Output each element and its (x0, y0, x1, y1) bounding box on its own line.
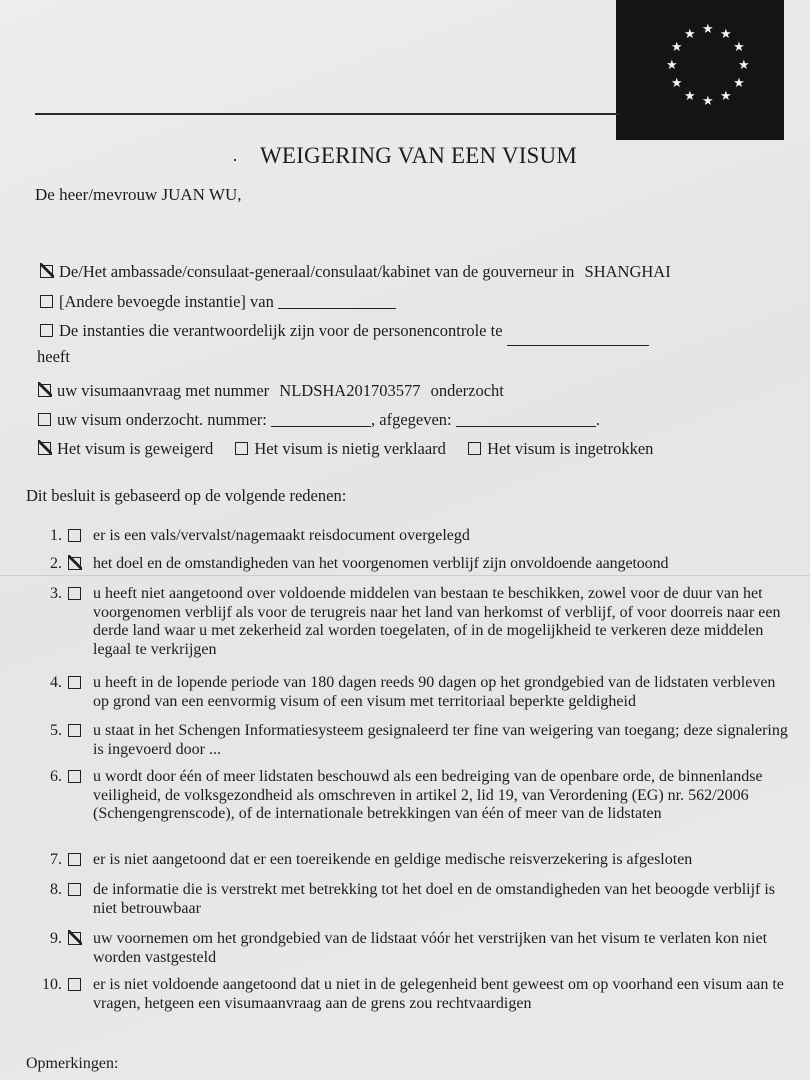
reason-checkbox[interactable] (68, 557, 81, 570)
reason-number: 8. (50, 881, 62, 898)
reason-text: het doel en de omstandigheden van het voorgenomen verblijf zijn onvoldoende aangetoond (93, 555, 669, 572)
addressee-name: JUAN WU (161, 185, 238, 204)
application-number: NLDSHA201703577 (279, 381, 421, 400)
reason-checkbox[interactable] (68, 932, 81, 945)
reason-checkbox[interactable] (68, 853, 81, 866)
star-icon: ★ (720, 89, 732, 105)
reason-number: 6. (50, 768, 62, 785)
issuer-option-other (40, 293, 396, 311)
border-control-blank (507, 345, 649, 346)
other-authority-blank (278, 308, 396, 309)
decision-line (38, 440, 653, 458)
reason-text: er is niet aangetoond dat er een toereikende en geldige medische reisverzekering is afgesloten (93, 851, 693, 868)
visa-issued-label: , afgegeven: (371, 410, 452, 429)
reason-text: u heeft niet aangetoond over voldoende middelen van bestaan te beschikken, zowel voor de duur van het voorgenomen verblijf als voor de terugreis naar het land van herkomst of verblijf, of voor doorreis naar een derde land waar u met zekerheid zal worden toegelaten, of in de mogelijkheid te verkeren deze middelen legaal te verkrijgen (93, 585, 781, 658)
star-icon: ★ (670, 76, 683, 91)
star-icon: ★ (684, 26, 696, 42)
reason-text: er is niet voldoende aangetoond dat u niet in de gelegenheid bent geweest om op voorhand een visum aan te vragen, hetgeen een visumaanvraag aan de grens zou rechtvaardigen (93, 976, 784, 1012)
revoked-checkbox[interactable] (468, 442, 481, 455)
reason-number: 1. (50, 527, 62, 544)
addressee-suffix: , (237, 185, 242, 204)
addressee-label: De heer/mevrouw (35, 185, 158, 204)
application-line (38, 382, 504, 400)
reason-checkbox[interactable] (68, 676, 81, 689)
reason-text: uw voornemen om het grondgebied van de lidstaat vóór het verstrijken van het visum te verlaten kon niet worden vastgesteld (93, 930, 768, 966)
paper-fold (0, 575, 810, 576)
reason-number: 5. (50, 722, 62, 739)
visa-examined-line (38, 411, 600, 429)
decision-revoked-label: Het visum is ingetrokken (487, 439, 654, 458)
reason-number: 9. (50, 930, 62, 947)
star-icon: ★ (702, 22, 714, 37)
remarks-label: Opmerkingen: (26, 1055, 119, 1072)
reasons-intro: Dit besluit is gebaseerd op de volgende redenen: (26, 486, 347, 505)
document-title: WEIGERING VAN EEN VISUM (260, 143, 578, 168)
reason-checkbox[interactable] (68, 724, 81, 737)
reason-checkbox[interactable] (68, 770, 81, 783)
header-rule (35, 113, 620, 115)
addressee-line (35, 186, 241, 204)
reason-text: u staat in het Schengen Informatiesysteem gesignaleerd ter fine van weigering van toegang; deze signalering is ingevoerd door ... (93, 722, 788, 758)
application-label: uw visumaanvraag met nummer (57, 381, 270, 400)
reason-text: er is een vals/vervalst/nagemaakt reisdocument overgelegd (93, 527, 470, 544)
decision-refused-label: Het visum is geweigerd (57, 439, 214, 458)
star-icon: ★ (738, 58, 750, 73)
reason-number: 2. (50, 555, 62, 572)
visa-examined-label: uw visum onderzocht. nummer: (57, 410, 267, 429)
star-icon: ★ (684, 89, 696, 105)
reason-text: u heeft in de lopende periode van 180 dagen reeds 90 dagen op het grondgebied van de lidstaten verbleven op grond van een eenvormig visum of een visum met territoriaal beperkte geldigheid (93, 674, 776, 710)
eu-flag-icon (616, 0, 784, 140)
star-icon: ★ (702, 94, 714, 109)
visa-issued-blank (456, 426, 596, 427)
issuer-border-label: De instanties die verantwoordelijk zijn voor de personencontrole te (59, 321, 503, 340)
issuer-embassy-city: SHANGHAI (584, 262, 671, 281)
reason-number: 10. (42, 976, 62, 993)
embassy-checkbox[interactable] (40, 265, 53, 278)
star-icon: ★ (733, 40, 745, 55)
reason-checkbox[interactable] (68, 529, 81, 542)
heeft-text: heeft (37, 347, 70, 366)
decision-annulled-label: Het visum is nietig verklaard (254, 439, 446, 458)
border-control-checkbox[interactable] (40, 324, 53, 337)
visa-examined-checkbox[interactable] (38, 413, 51, 426)
refused-checkbox[interactable] (38, 442, 51, 455)
reason-text: u wordt door één of meer lidstaten beschouwd als een bedreiging van de openbare orde, de binnenlandse veiligheid, de volksgezondheid als omschreven in artikel 2, lid 19, van Verordening (EG) nr. 562/2006 (Schengengrenscode), of de internationale betrekkingen van één of meer van de lidstaten (93, 768, 763, 822)
star-icon: ★ (670, 40, 683, 55)
reason-text: de informatie die is verstrekt met betrekking tot het doel en de omstandigheden van het beoogde verblijf is niet betrouwbaar (93, 881, 776, 917)
reason-checkbox[interactable] (68, 587, 81, 600)
reason-number: 4. (50, 674, 62, 691)
reason-checkbox[interactable] (68, 978, 81, 991)
application-checkbox[interactable] (38, 384, 51, 397)
star-icon: ★ (720, 26, 732, 42)
reason-number: 3. (50, 585, 62, 602)
visa-examined-end: . (595, 410, 600, 429)
other-authority-checkbox[interactable] (40, 295, 53, 308)
visa-number-blank (271, 426, 371, 427)
reason-number: 7. (50, 851, 62, 868)
application-suffix: onderzocht (430, 381, 504, 400)
star-icon: ★ (733, 76, 745, 91)
issuer-option-border (40, 322, 649, 346)
title-dot: · (232, 150, 238, 170)
issuer-other-label: [Andere bevoegde instantie] van (59, 292, 274, 311)
annulled-checkbox[interactable] (235, 442, 248, 455)
reason-checkbox[interactable] (68, 883, 81, 896)
issuer-embassy-label: De/Het ambassade/consulaat-generaal/consulaat/kabinet van de gouverneur in (59, 262, 575, 281)
issuer-option-embassy (40, 263, 671, 281)
star-icon: ★ (666, 58, 678, 73)
